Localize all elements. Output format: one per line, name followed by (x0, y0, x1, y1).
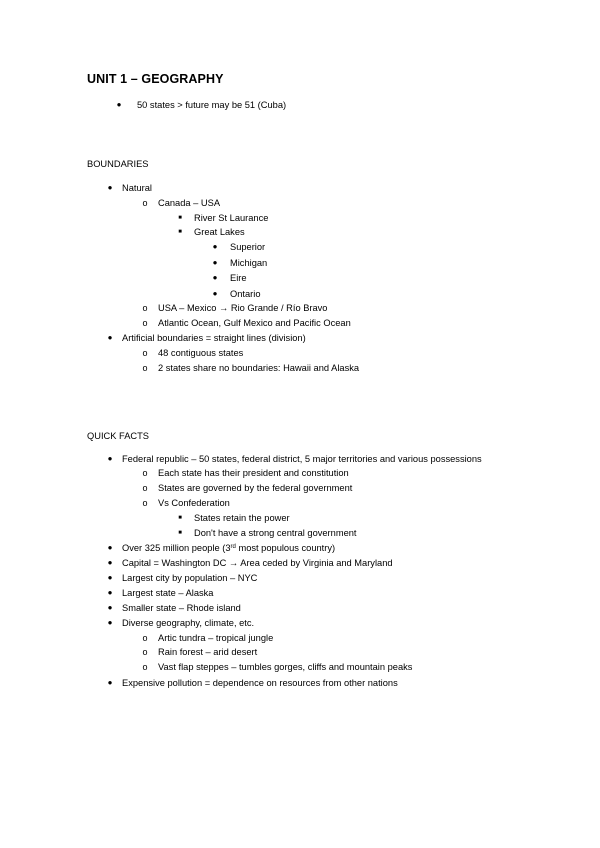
circle-bullet-icon: o (142, 348, 148, 358)
tundra-item: Artic tundra – tropical jungle (158, 633, 274, 643)
no-boundaries-item: 2 states share no boundaries: Hawaii and Alaska (158, 363, 360, 373)
federal-item: Federal republic – 50 states, federal district, 5 major territories and various possessions (122, 454, 482, 464)
vs-confederation-item: Vs Confederation (158, 498, 230, 508)
largest-city-item: Largest city by population – NYC (122, 573, 258, 583)
no-central-item: Don't have a strong central government (194, 528, 357, 538)
circle-bullet-icon: o (142, 198, 148, 208)
capital-item: Capital = Washington DC → Area ceded by Virginia and Maryland (122, 558, 393, 568)
population-item (122, 542, 335, 554)
bullet-icon: ● (107, 454, 113, 463)
oceans-item: Atlantic Ocean, Gulf Mexico and Pacific Ocean (158, 318, 351, 328)
square-bullet-icon: ■ (178, 515, 182, 521)
natural-item: Natural (122, 183, 152, 193)
quick-facts-heading: QUICK FACTS (87, 431, 149, 441)
bullet-icon: ● (107, 618, 113, 627)
lake-superior: Superior (230, 242, 266, 252)
diverse-item: Diverse geography, climate, etc. (122, 618, 255, 628)
bullet-icon: ● (116, 100, 122, 109)
bullet-icon: ● (212, 273, 218, 282)
rainforest-item: Rain forest – arid desert (158, 647, 258, 657)
circle-bullet-icon: o (142, 303, 148, 313)
circle-bullet-icon: o (142, 662, 148, 672)
steppes-item: Vast flap steppes – tumbles gorges, cliffs and mountain peaks (158, 662, 413, 672)
circle-bullet-icon: o (142, 363, 148, 373)
great-lakes-item: Great Lakes (194, 227, 245, 237)
river-item: River St Laurance (194, 213, 269, 223)
circle-bullet-icon: o (142, 468, 148, 478)
lake-ontario: Ontario (230, 289, 261, 299)
population-superscript: rd (230, 544, 236, 550)
usa-mexico-item: USA – Mexico → Rio Grande / Río Bravo (158, 303, 328, 313)
smaller-state-item: Smaller state – Rhode island (122, 603, 241, 613)
bullet-icon: ● (107, 573, 113, 582)
bullet-icon: ● (107, 603, 113, 612)
bullet-icon: ● (107, 558, 113, 567)
pollution-item: Expensive pollution = dependence on resources from other nations (122, 678, 398, 688)
lake-eire: Eire (230, 273, 247, 283)
circle-bullet-icon: o (142, 483, 148, 493)
largest-state-item: Largest state – Alaska (122, 588, 214, 598)
bullet-icon: ● (107, 183, 113, 192)
each-state-item: Each state has their president and constitution (158, 468, 349, 478)
retain-power-item: States retain the power (194, 513, 290, 523)
lake-michigan: Michigan (230, 258, 268, 268)
bullet-icon: ● (212, 289, 218, 298)
circle-bullet-icon: o (142, 633, 148, 643)
canada-usa-item: Canada – USA (158, 198, 221, 208)
circle-bullet-icon: o (142, 647, 148, 657)
boundaries-heading: BOUNDARIES (87, 159, 149, 169)
square-bullet-icon: ■ (178, 215, 182, 221)
bullet-icon: ● (107, 588, 113, 597)
circle-bullet-icon: o (142, 498, 148, 508)
intro-text: 50 states > future may be 51 (Cuba) (137, 100, 287, 110)
bullet-icon: ● (212, 258, 218, 267)
population-text-end: most populous country) (235, 543, 336, 553)
circle-bullet-icon: o (142, 318, 148, 328)
page-title: UNIT 1 – GEOGRAPHY (87, 72, 224, 86)
bullet-icon: ● (107, 543, 113, 552)
governed-item: States are governed by the federal government (158, 483, 353, 493)
bullet-icon: ● (212, 242, 218, 251)
contiguous-item: 48 contiguous states (158, 348, 244, 358)
artificial-item: Artificial boundaries = straight lines (division) (122, 333, 306, 343)
population-text: Over 325 million people (3 (122, 543, 231, 553)
square-bullet-icon: ■ (178, 229, 182, 235)
bullet-icon: ● (107, 333, 113, 342)
square-bullet-icon: ■ (178, 530, 182, 536)
bullet-icon: ● (107, 678, 113, 687)
